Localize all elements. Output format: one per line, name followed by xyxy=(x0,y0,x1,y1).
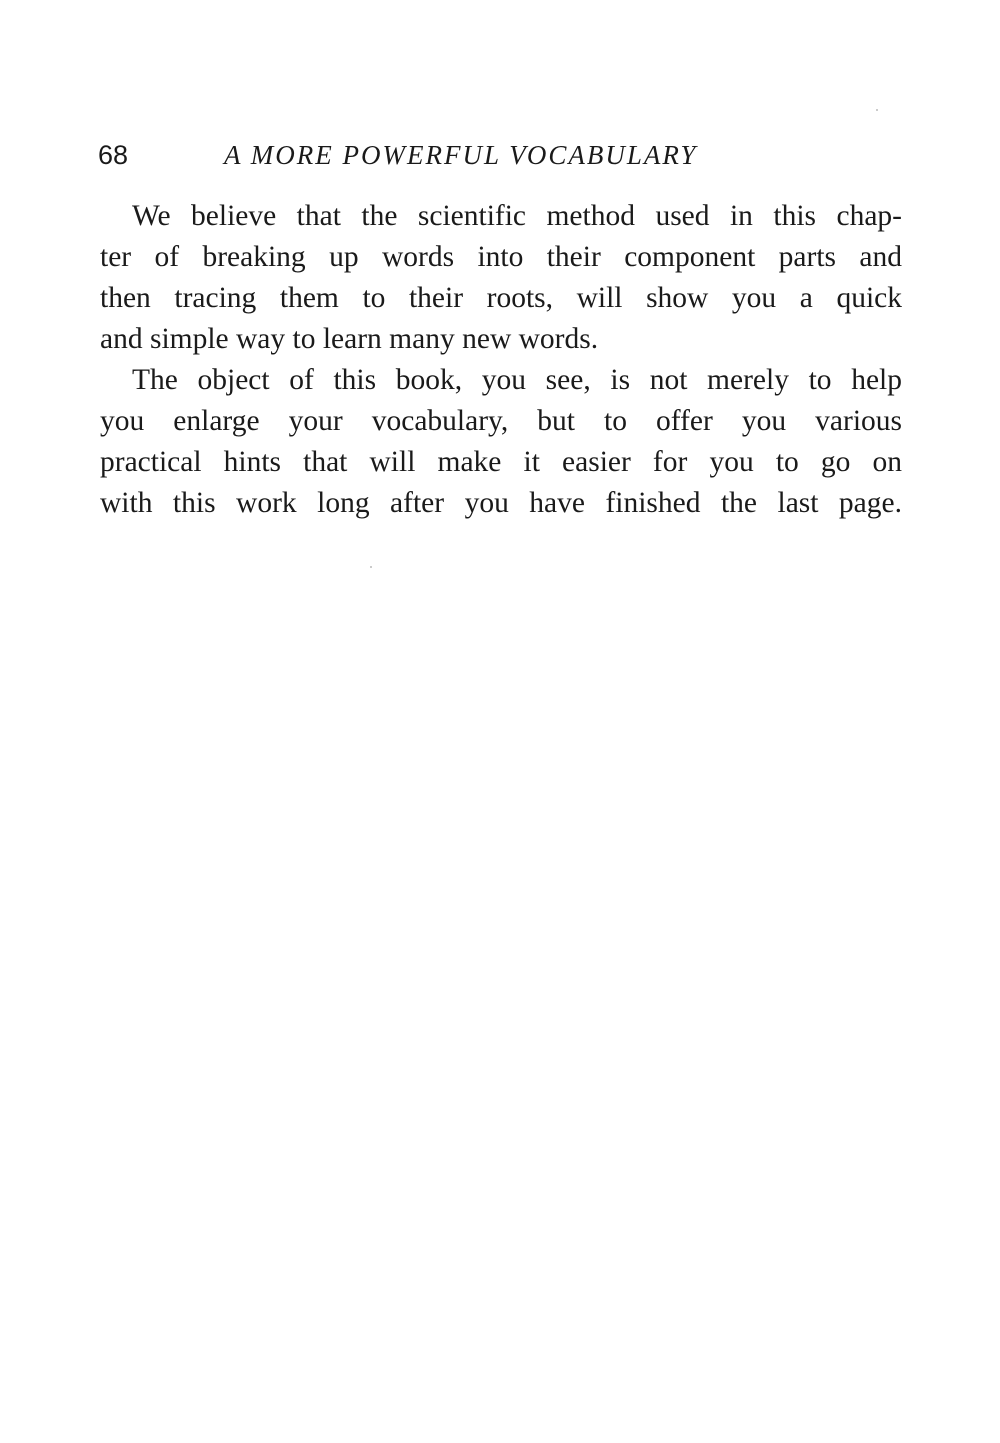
text-line: We believe that the scientific method used in this chap- xyxy=(132,200,902,232)
running-title: A MORE POWERFUL VOCABULARY xyxy=(224,140,698,170)
body-text xyxy=(100,196,902,524)
text-line: and simple way to learn many new words. xyxy=(100,323,599,355)
scan-speck xyxy=(876,109,878,111)
scan-speck xyxy=(370,566,372,568)
paragraph-1 xyxy=(100,196,902,360)
text-line: with this work long after you have finished the last page. xyxy=(100,487,902,519)
text-line: The object of this book, you see, is not merely to help xyxy=(132,364,902,396)
text-line: ter of breaking up words into their component parts and xyxy=(100,241,902,273)
text-line: then tracing them to their roots, will show you a quick xyxy=(100,282,902,314)
text-line: you enlarge your vocabulary, but to offer you various xyxy=(100,405,902,437)
paragraph-2 xyxy=(100,360,902,524)
page-number: 68 xyxy=(98,140,129,170)
text-line: practical hints that will make it easier for you to go on xyxy=(100,446,902,478)
running-head xyxy=(98,140,904,176)
